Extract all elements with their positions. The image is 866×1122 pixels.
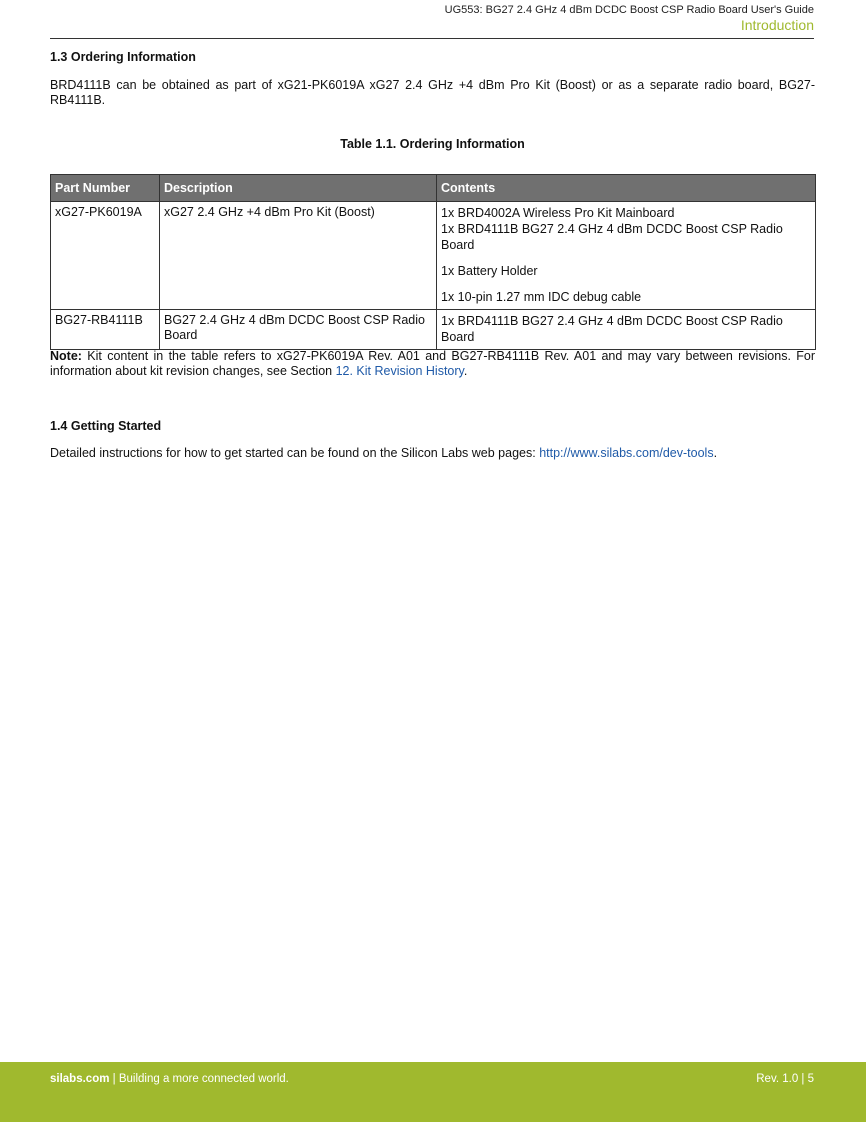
contents-item: 1x BRD4111B BG27 2.4 GHz 4 dBm DCDC Boost CSP Radio Board	[441, 314, 783, 344]
contents-item: 1x Battery Holder	[441, 264, 538, 278]
table-note	[50, 349, 815, 379]
table-header-row	[51, 175, 816, 202]
footer-slogan: | Building a more connected world.	[109, 1073, 289, 1085]
contents-item: 1x BRD4111B BG27 2.4 GHz 4 dBm DCDC Boost CSP Radio Board	[441, 222, 783, 252]
dev-tools-link[interactable]: http://www.silabs.com/dev-tools	[539, 446, 714, 460]
getting-started-text: Detailed instructions for how to get started can be found on the Silicon Labs web pages:	[50, 446, 540, 460]
heading-getting-started: 1.4 Getting Started	[50, 419, 162, 433]
part-number-cell: xG27-PK6019A	[51, 202, 160, 310]
part-number-cell: BG27-RB4111B	[51, 310, 160, 350]
table-row	[51, 310, 816, 350]
header-part-number: Part Number	[51, 175, 160, 202]
footer-tagline	[50, 1073, 289, 1085]
contents-item: 1x 10-pin 1.27 mm IDC debug cable	[441, 290, 642, 304]
ordering-information-paragraph: BRD4111B can be obtained as part of xG21-PK6019A xG27 2.4 GHz +4 dBm Pro Kit (Boost) or as a separate radio board, BG27-RB4111B.	[50, 78, 815, 107]
footer-revision: Rev. 1.0 | 5	[756, 1073, 814, 1085]
getting-started-paragraph	[50, 446, 815, 461]
note-label: Note:	[50, 349, 82, 363]
document-title: UG553: BG27 2.4 GHz 4 dBm DCDC Boost CSP Radio Board User's Guide	[444, 4, 814, 16]
header-divider	[50, 38, 814, 39]
kit-revision-history-link[interactable]: 12. Kit Revision History	[335, 364, 464, 378]
getting-started-end: .	[713, 446, 718, 460]
note-text: Kit content in the table refers to xG27-PK6019A Rev. A01 and BG27-RB4111B Rev. A01 and may vary between revisions. For information about kit revision changes, see Section	[50, 349, 815, 378]
ordering-table	[50, 174, 816, 350]
description-cell: BG27 2.4 GHz 4 dBm DCDC Boost CSP Radio Board	[160, 310, 437, 350]
note-end: .	[463, 364, 468, 378]
contents-cell	[437, 202, 816, 310]
page-footer	[0, 1062, 866, 1122]
section-name: Introduction	[740, 17, 814, 33]
table-row	[51, 202, 816, 310]
header-contents: Contents	[437, 175, 816, 202]
footer-site: silabs.com	[50, 1073, 110, 1085]
header-description: Description	[160, 175, 437, 202]
contents-cell	[437, 310, 816, 350]
contents-item: 1x BRD4002A Wireless Pro Kit Mainboard	[441, 206, 675, 220]
table-caption: Table 1.1. Ordering Information	[340, 137, 525, 151]
description-cell: xG27 2.4 GHz +4 dBm Pro Kit (Boost)	[160, 202, 437, 310]
heading-ordering-information: 1.3 Ordering Information	[50, 50, 196, 64]
